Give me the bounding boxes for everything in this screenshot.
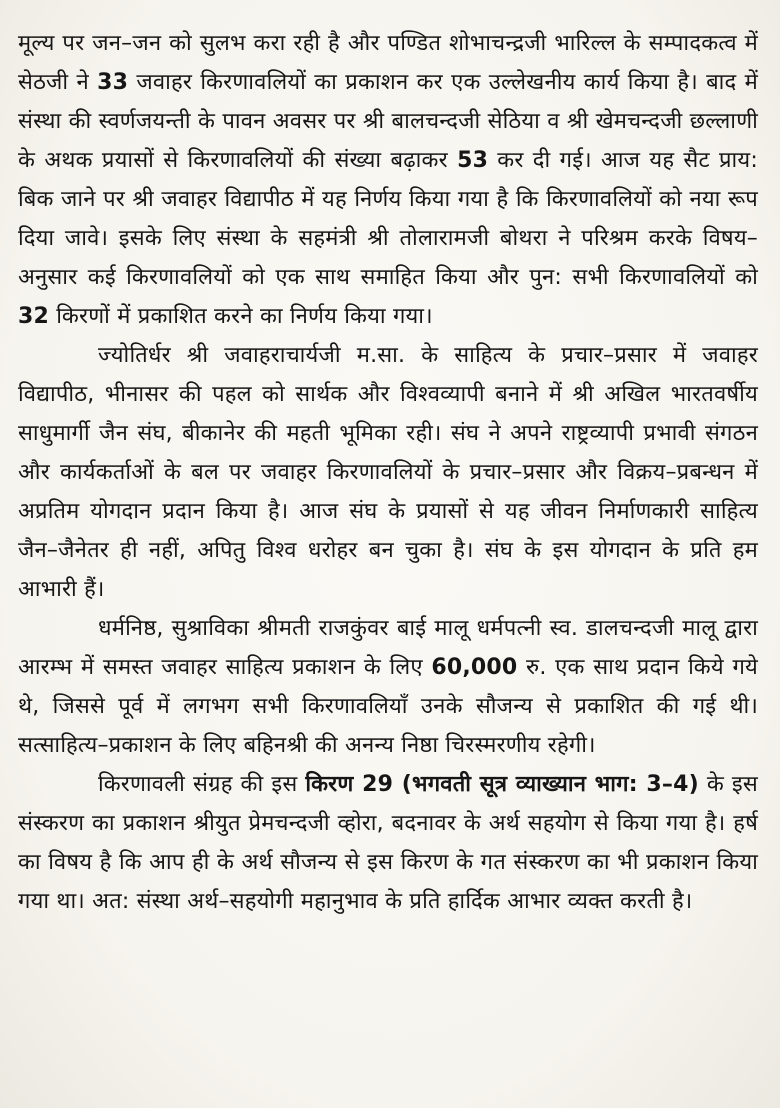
text-run: ज्योतिर्धर श्री जवाहराचार्यजी म.सा. के साहित्य के प्रचार–प्रसार में जवाहर विद्यापीठ, भीनासर की पहल को सार्थक और विश्वव्यापी बनाने में श्री अखिल भारतवर्षीय साधुमार्गी जैन संघ, बीकानेर की महती भूमिका रही। संघ ने अपने राष्ट्रव्यापी प्रभावी संगठन और कार्यकर्ताओं के बल पर जवाहर किरणावलियों के प्रचार–प्रसार और विक्रय–प्रबन्धन में अप्रतिम योगदान प्रदान किया है। आज संघ के प्रयासों से यह जीवन निर्माणकारी साहित्य जैन–जैनेतर ही नहीं, अपितु विश्व धरोहर बन चुका है। संघ के इस योगदान के प्रति हम आभारी हैं।: [18, 343, 758, 602]
paragraph-2: [18, 336, 758, 609]
bold-text-run: किरण 29 (भगवती सूत्र व्याख्यान भाग: 3–4): [305, 772, 699, 797]
bold-text-run: 33: [97, 70, 129, 95]
text-run: किरणावली संग्रह की इस: [98, 772, 306, 797]
paragraph-4: [18, 765, 758, 921]
bold-text-run: 60,000: [431, 655, 518, 680]
text-run: किरणों में प्रकाशित करने का निर्णय किया गया।: [49, 304, 433, 329]
text-run: रु. एक साथ प्रदान किये गये थे, जिससे पूर्व में लगभग सभी किरणावलियाँ उनके सौजन्य से प्रकाशित की गई थी। सत्साहित्य–प्रकाशन के लिए बहिनश्री की अनन्य निष्ठा चिरस्मरणीय रहेगी।: [18, 655, 758, 758]
bold-text-run: 53: [457, 148, 489, 173]
text-run: धर्मनिष्ठ, सुश्राविका श्रीमती राजकुंवर बाई मालू धर्मपत्नी स्व. डालचन्दजी मालू द्वारा आरम्भ में समस्त जवाहर साहित्य प्रकाशन के लिए: [18, 616, 758, 680]
text-run: के इस संस्करण का प्रकाशन श्रीयुत प्रेमचन्दजी व्होरा, बदनावर के अर्थ सहयोग से किया गया है। हर्ष का विषय है कि आप ही के अर्थ सौजन्य से इस किरण के गत संस्करण का भी प्रकाशन किया गया था। अत: संस्था अर्थ–सहयोगी महानुभाव के प्रति हार्दिक आभार व्यक्त करती है।: [18, 772, 758, 914]
text-run: कर दी गई। आज यह सैट प्राय: बिक जाने पर श्री जवाहर विद्यापीठ में यह निर्णय किया गया है कि किरणावलियों को नया रूप दिया जावे। इसके लिए संस्था के सहमंत्री श्री तोलारामजी बोथरा ने परिश्रम करके विषय–अनुसार कई किरणावलियों को एक साथ समाहित किया और पुन: सभी किरणावलियों को: [18, 148, 758, 290]
text-run: जवाहर किरणावलियों का प्रकाशन कर एक उल्लेखनीय कार्य किया है। बाद में संस्था की स्वर्णजयन्ती के पावन अवसर पर श्री बालचन्दजी सेठिया व श्री खेमचन्दजी छल्लाणी के अथक प्रयासों से किरणावलियों की संख्या बढ़ाकर: [18, 70, 758, 173]
text-run: मूल्य पर जन–जन को सुलभ करा रही है और पण्डित शोभाचन्द्रजी भारिल्ल के सम्पादकत्व में सेठजी ने: [18, 31, 758, 95]
bold-text-run: 32: [18, 304, 50, 329]
paragraph-3: [18, 609, 758, 765]
paragraph-1: [18, 24, 758, 336]
